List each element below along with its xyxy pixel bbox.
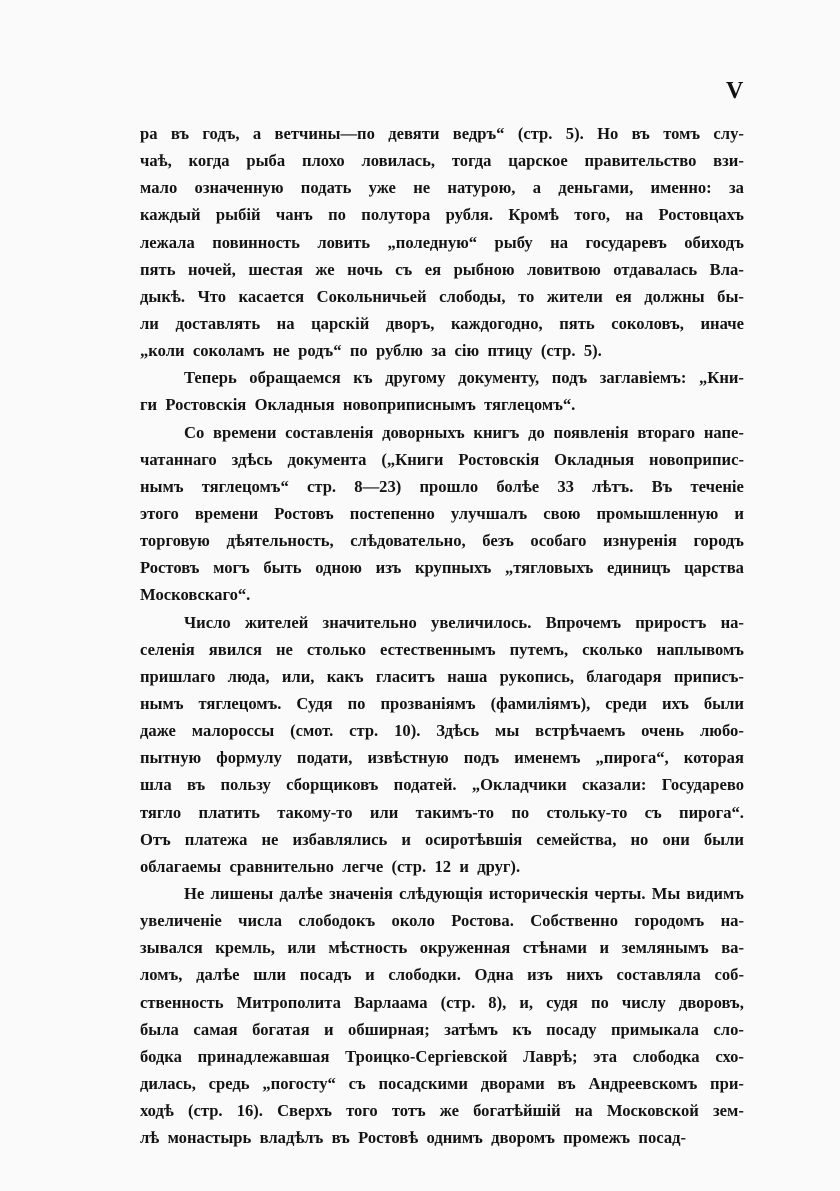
text-line: чаѣ, когда рыба плохо ловилась, тогда царское правительство взи- [140, 151, 744, 171]
text-line: Не лишены далѣе значенія слѣдующія историческія черты. Мы видимъ [184, 883, 744, 903]
text-line: Отъ платежа не избавлялись и осиротѣвшія семейства, но они были [140, 829, 744, 849]
text-line: даже малороссы (смот. стр. 10). Здѣсь мы встрѣчаемъ очень любо- [140, 721, 744, 741]
text-line: увеличеніе числа слободокъ около Ростова. Собственно городомъ на- [140, 911, 744, 931]
text-line: ломъ, далѣе шли посадъ и слободки. Одна изъ нихъ составляла соб- [140, 965, 744, 985]
text-line: шла въ пользу сборщиковъ податей. „Окладчики сказали: Государево [140, 775, 744, 795]
text-line: ра въ годъ, а ветчины—по девяти ведръ“ (стр. 5). Но въ томъ слу- [140, 124, 744, 143]
text-line: ственность Митрополита Варлаама (стр. 8), и, судя по числу дворовъ, [140, 992, 744, 1012]
text-line: дилась, средь „погосту“ съ посадскими дворами въ Андреевскомъ при- [140, 1073, 744, 1093]
text-line: торговую дѣятельность, слѣдовательно, безъ особаго изнуренія городъ [140, 531, 744, 551]
text-line: облагаемы сравнительно легче (стр. 12 и друг). [140, 856, 521, 876]
text-line: ли доставлять на царскій дворъ, каждогодно, пять соколовъ, иначе [140, 313, 744, 333]
text-line: дыкѣ. Что касается Сокольничьей слободы, то жители ея должны бы- [140, 286, 744, 306]
text-line: лежала повинность ловить „поледную“ рыбу на государевъ обиходъ [140, 232, 744, 252]
text-line: зывался кремль, или мѣстность окруженная стѣнами и землянымъ ва- [140, 938, 744, 958]
text-line: тягло платить такому-то или такимъ-то по стольку-то съ пирога“. [140, 802, 744, 822]
text-line: была самая богатая и обширная; затѣмъ къ посаду примыкала сло- [140, 1019, 744, 1039]
text-line: Со времени составленія доворныхъ книгъ до появленія втораго напе- [184, 422, 744, 442]
text-line: Теперь обращаемся къ другому документу, подъ заглавіемъ: „Кни- [184, 368, 744, 388]
text-line: чатаннаго здѣсь документа („Книги Ростовскія Окладныя новоприпис- [140, 449, 744, 469]
text-line: ги Ростовскія Окладныя новоприписнымъ тяглецомъ“. [140, 395, 576, 415]
text-line: Московскаго“. [140, 585, 251, 605]
text-line: мало означенную подать уже не натурою, а деньгами, именно: за [140, 178, 744, 198]
text-line: Число жителей значительно увеличилось. Впрочемъ приростъ на- [184, 612, 744, 632]
page-number: V [726, 78, 744, 104]
text-line: пытную формулу подати, извѣстную подъ именемъ „пирога“, которая [140, 748, 744, 768]
text-line: нымъ тяглецомъ. Судя по прозваніямъ (фамиліямъ), среди ихъ были [140, 693, 744, 713]
text-line: селенія явился не столько естественнымъ путемъ, сколько наплывомъ [140, 639, 744, 659]
text-line: „коли соколамъ не родъ“ по рублю за сію птицу (стр. 5). [140, 341, 602, 361]
text-line: этого времени Ростовъ постепенно улучшалъ свою промышленную и [140, 503, 744, 523]
text-line: каждый рыбій чанъ по полутора рубля. Кромѣ того, на Ростовцахъ [140, 205, 744, 225]
body-text [140, 120, 744, 1151]
text-line: бодка принадлежавшая Троицко-Сергіевской Лаврѣ; эта слободка схо- [140, 1046, 744, 1066]
text-line: ходѣ (стр. 16). Сверхъ того тотъ же богатѣйшій на Московской зем- [140, 1101, 744, 1121]
text-line: Ростовъ могъ быть одною изъ крупныхъ „тягловыхъ единицъ царства [140, 558, 744, 578]
text-line: пришлаго люда, или, какъ гласитъ наша рукопись, благодаря приписъ- [140, 666, 744, 686]
text-line: нымъ тяглецомъ“ стр. 8—23) прошло болѣе 33 лѣтъ. Въ теченіе [140, 476, 744, 496]
text-line: лѣ монастырь владѣлъ въ Ростовѣ однимъ дворомъ промежъ посад- [140, 1128, 687, 1148]
text-line: пять ночей, шестая же ночь съ ея рыбною ловитвою отдавалась Вла- [140, 259, 744, 279]
